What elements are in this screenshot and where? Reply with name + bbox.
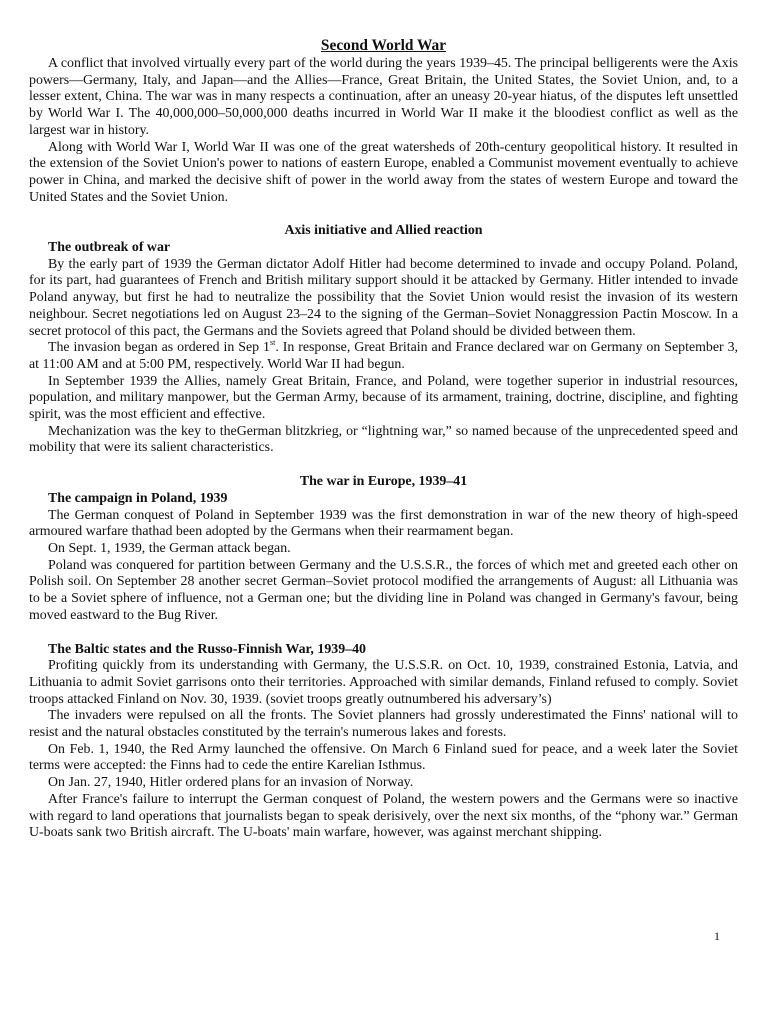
page-number: 1 bbox=[714, 929, 720, 943]
intro-paragraph-2: Along with World War I, World War II was one of the great watersheds of 20th-century geopolitical history. It resulted in the extension of the Soviet Union's power to nations of eastern Europe, enabled a Communist movement eventually to achieve power in China, and marked the decisive shift of power in the world away from the states of western Europe and toward the United States and the Soviet Union. bbox=[29, 139, 738, 205]
outbreak-paragraph-1: By the early part of 1939 the German dictator Adolf Hitler had become determined to invade and occupy Poland. Poland, for its part, had guarantees of French and British military support should it be attacked by Germany. Hitler intended to invade Poland anyway, but first he had to neutralize the possibility that the Soviet Union would resist the invasion of its western neighbour. Secret negotiations led on August 23–24 to the signing of the German–Soviet Nonaggression Pactin Moscow. In a secret protocol of this pact, the Germans and the Soviets agreed that Poland should be divided between them. bbox=[29, 256, 738, 339]
baltic-paragraph-1: Profiting quickly from its understanding with Germany, the U.S.S.R. on Oct. 10, 1939, constrained Estonia, Latvia, and Lithuania to admit Soviet garrisons onto their territories. Approached with similar demands, Finland refused to comply. Soviet troops attacked Finland on Nov. 30, 1939. (soviet troops greatly outnumbered his adversary’s) bbox=[29, 658, 738, 707]
outbreak-paragraph-2-start: The invasion began as ordered in Sep 1 bbox=[48, 340, 270, 356]
poland-paragraph-3: Poland was conquered for partition between Germany and the U.S.S.R., the forces of which met and greeted each other on Polish soil. On September 28 another secret German–Soviet protocol modified the arrangements of August: all Lithuania was to be a Soviet sphere of influence, not a German one; but the dividing line in Poland was changed in Germany's favour, being moved eastward to the Bug River. bbox=[29, 557, 738, 623]
subheading-campaign-in-poland: The campaign in Poland, 1939 bbox=[48, 490, 228, 506]
spacer bbox=[29, 206, 738, 223]
subheading-baltic-states-russo-finnish-war: The Baltic states and the Russo-Finnish War, 1939–40 bbox=[48, 641, 366, 657]
outbreak-paragraph-2 bbox=[29, 340, 738, 373]
subheading-outbreak-of-war: The outbreak of war bbox=[48, 240, 171, 256]
outbreak-paragraph-4: Mechanization was the key to theGerman blitzkrieg, or “lightning war,” so named because of the unprecedented speed and mobility that were its salient characteristics. bbox=[29, 423, 738, 456]
poland-paragraph-1: The German conquest of Poland in September 1939 was the first demonstration in war of the new theory of high-speed armoured warfare thathad been adopted by the Germans when their rearmament began. bbox=[29, 507, 738, 540]
baltic-paragraph-2: The invaders were repulsed on all the fronts. The Soviet planners had grossly underestimated the Finns' national will to resist and the natural obstacles constituted by the terrain's numerous lakes and forests. bbox=[29, 708, 738, 741]
poland-paragraph-2: On Sept. 1, 1939, the German attack began. bbox=[48, 540, 291, 556]
baltic-paragraph-5: After France's failure to interrupt the German conquest of Poland, the western powers and the Germans were so inactive with regard to land operations that journalists began to speak derisively, over the next six months, of the “phony war.” German U-boats sank two British aircraft. The U-boats' main warfare, however, was against merchant shipping. bbox=[29, 791, 738, 841]
baltic-paragraph-3: On Feb. 1, 1940, the Red Army launched the offensive. On March 6 Finland sued for peace, and a week later the Soviet terms were accepted: the Finns had to cede the entire Karelian Isthmus. bbox=[29, 741, 738, 774]
spacer bbox=[29, 457, 738, 474]
outbreak-paragraph-3: In September 1939 the Allies, namely Great Britain, France, and Poland, were together superior in industrial resources, population, and military manpower, but the German Army, because of its armament, training, doctrine, discipline, and fighting spirit, was the most efficient and effective. bbox=[29, 373, 738, 423]
ordinal-superscript: st bbox=[269, 338, 276, 348]
section-heading-war-in-europe: The war in Europe, 1939–41 bbox=[299, 474, 468, 490]
baltic-paragraph-4: On Jan. 27, 1940, Hitler ordered plans for an invasion of Norway. bbox=[48, 775, 414, 791]
intro-paragraph-1: A conflict that involved virtually every part of the world during the years 1939–45. The principal belligerents were the Axis powers—Germany, Italy, and Japan—and the Allies—France, Great Britain, the United States, the Soviet Union, and, to a lesser extent, China. The war was in many respects a continuation, after an uneasy 20-year hiatus, of the disputes left unsettled by World War I. The 40,000,000–50,000,000 deaths incurred in World War II make it the bloodiest conflict as well as the largest war in history. bbox=[29, 56, 738, 138]
document-title: Second World War bbox=[320, 37, 447, 54]
spacer bbox=[29, 625, 738, 642]
outbreak-paragraph-2-end: . In response, Great Britain and France declared war on Germany on September 3, at 11:00 AM and at 5:00 PM, respectively. World War II had begun. bbox=[29, 340, 739, 372]
section-heading-axis-initiative: Axis initiative and Allied reaction bbox=[284, 223, 483, 239]
document-page bbox=[29, 36, 738, 842]
